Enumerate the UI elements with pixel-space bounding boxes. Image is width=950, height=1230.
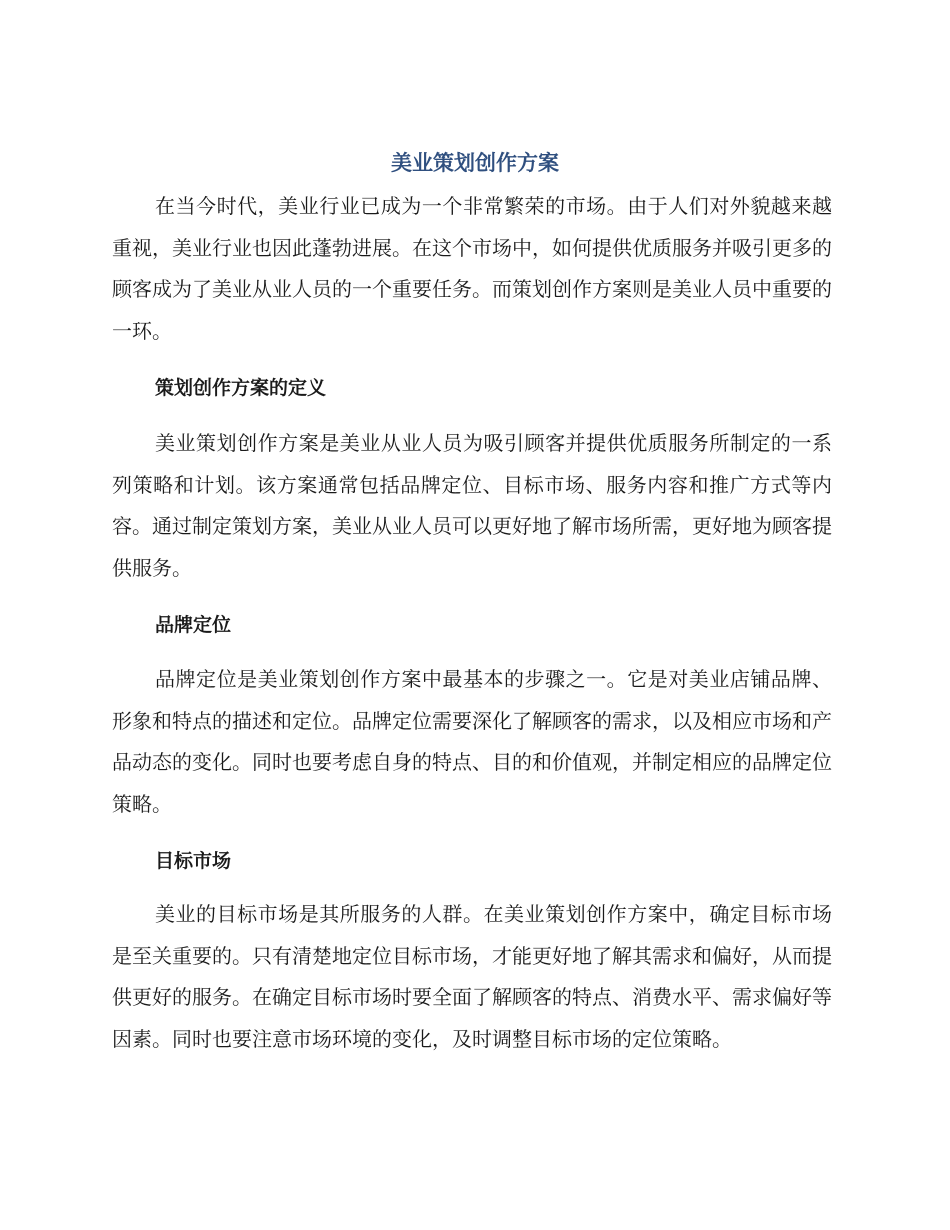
section-heading-target-market: 目标市场 bbox=[155, 850, 232, 872]
section-body-definition: 美业策划创作方案是美业从业人员为吸引顾客并提供优质服务所制定的一系列策略和计划。该方案通常包括品牌定位、目标市场、服务内容和推广方式等内容。通过制定策划方案，美业从业人员可以更好地了解市场所需，更好地为顾客提供服务。 bbox=[112, 431, 832, 580]
intro-paragraph: 在当今时代，美业行业已成为一个非常繁荣的市场。由于人们对外貌越来越重视，美业行业也因此蓬勃进展。在这个市场中，如何提供优质服务并吸引更多的顾客成为了美业从业人员的一个重要任务。而策划创作方案则是美业人员中重要的一环。 bbox=[112, 194, 832, 343]
section-heading-definition: 策划创作方案的定义 bbox=[155, 377, 327, 399]
document-title: 美业策划创作方案 bbox=[391, 151, 559, 175]
section-heading-brand-positioning: 品牌定位 bbox=[155, 614, 232, 636]
section-body-target-market: 美业的目标市场是其所服务的人群。在美业策划创作方案中，确定目标市场是至关重要的。只有清楚地定位目标市场，才能更好地了解其需求和偏好，从而提供更好的服务。在确定目标市场时要全面了解顾客的特点、消费水平、需求偏好等因素。同时也要注意市场环境的变化，及时调整目标市场的定位策略。 bbox=[112, 902, 832, 1051]
section-body-brand-positioning: 品牌定位是美业策划创作方案中最基本的步骤之一。它是对美业店铺品牌、形象和特点的描述和定位。品牌定位需要深化了解顾客的需求，以及相应市场和产品动态的变化。同时也要考虑自身的特点、目的和价值观，并制定相应的品牌定位策略。 bbox=[112, 667, 832, 816]
